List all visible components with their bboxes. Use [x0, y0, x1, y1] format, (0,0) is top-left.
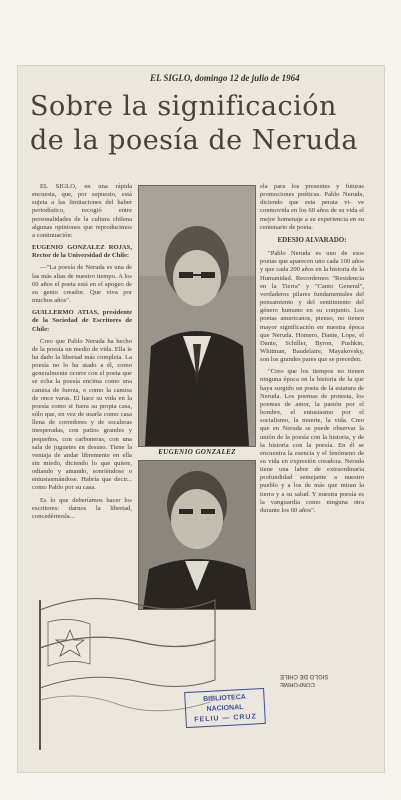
stamp-line-2: FELIU — CRUZ — [194, 713, 257, 724]
signature-alvarado: EDESIO ALVARADO: — [277, 235, 347, 244]
bleed-through-text — [280, 672, 360, 688]
photo-caption: EUGENIO GONZALEZ — [158, 448, 236, 456]
quote-gonzalez: —"La poesía de Neruda es una de las más altas de nuestro tiempo. A los 60 años el poeta está en el apogeo de su genio creador. Que viva por muchos años". — [32, 264, 132, 305]
right-column — [260, 183, 364, 578]
left-column — [32, 183, 132, 543]
bleed-through-line-1: CONFORME — [280, 681, 315, 687]
quote-atias-cont: Es lo que deberíamos hacer los escritores: darnos la libertad, concedérnosla... — [32, 496, 132, 520]
headline-line-1: Sobre la significación — [30, 91, 337, 122]
intro-paragraph: EL SIGLO, en una rápida encuesta, que, por supuesto, está sujeta a las limitaciones del haber periodístico, recogió entre personalidades de la cultura chilena algunas opiniones que reproducimos a continuación: — [32, 183, 132, 239]
portrait-photo-gonzalez — [138, 185, 256, 447]
byline-gonzalez: EUGENIO GONZALEZ ROJAS, Rector de la Universidad de Chile: — [32, 244, 132, 260]
bleed-through-line-2: SIGLO DE CHILE — [280, 673, 329, 679]
library-stamp — [184, 688, 266, 728]
byline-atias: GUILLERMO ATIAS, presidente de la Sociedad de Escritores de Chile: — [32, 309, 132, 333]
headline — [30, 90, 360, 158]
quote-alvarado-2: "Creo que los tiempos no tienen ninguna época en la historia de la que haya surgido un poeta de la estatura de Neruda. Los poemas de protesta, los poemas de amor, la pasión por el hombre, el entusiasmo por el socialismo, la muerte, la vida. Creo que en Neruda se puede observar la unión de la poesía con la historia, y de la historia con la poesía. En él se encuentra la esencia y el fenómeno de su vida en expresión creadora. Neruda tiene una labor de extraordinaria profundidad semejante a nuestro pueblo y a los de más que miran la tierra y a su salud. Y nuestra poesía es la vanguardia como ninguna otra durante los 60 años". — [260, 368, 364, 514]
continuation-paragraph: ela para los presentes y futuras promociones poéticas. Pablo Neruda, diciendo que esta perata vi- ve conmovida en los 60 años de su vida el mejor homenaje a su experiencia en su centenario de poeta. — [260, 183, 364, 231]
quote-atias: Creo que Pablo Neruda ha hecho de la poesía un medio de vida. Ella le ha dado la libertad más completa. La poesía no lo ha atado a él, como generalmente ocurre con el poeta que se echa la poesía encima como una camisa de fuerza, o como la camisa de once varas. El hace su vida en la poesía como si fuera su propia casa, sólo que, en vez de usarla como casa llena de corredores y de escaleras inesperadas, con patios grandes y pequeños, con carboneras, con una sala de juguetes en desuso. Tiene la ventaja de andar libremente en ella sin miedo, diciendo lo que quiere, odiando y amando, sonriéndose o entusiasmándose. Habría que decir... como Pablo por su casa. — [32, 337, 132, 492]
masthead: EL SIGLO, domingo 12 de julio de 1964 — [150, 73, 300, 83]
headline-line-2: de la poesía de Neruda — [30, 125, 358, 156]
stamp-line-1: BIBLIOTECA NACIONAL — [202, 693, 247, 713]
quote-alvarado-1: "Pablo Neruda es uno de esos poetas que aparecen uno cada 100 años y que cada 200 años en la historia de la Humanidad. Recordemos "Residencia en la Tierra" y "Canto General", verdaderos pilares fundamentales del pensamiento y del sentimiento del género humano en su conjunto. Los poetas americanos, pienso, no tienen mayor significación en nuestra época que Neruda. Homero, Dante, Lope, el Dante, Schiller, Byron, Pushkin, Whitman, Baudelaire, Mayakovsky, son los grandes pares que se preceden. — [260, 250, 364, 364]
